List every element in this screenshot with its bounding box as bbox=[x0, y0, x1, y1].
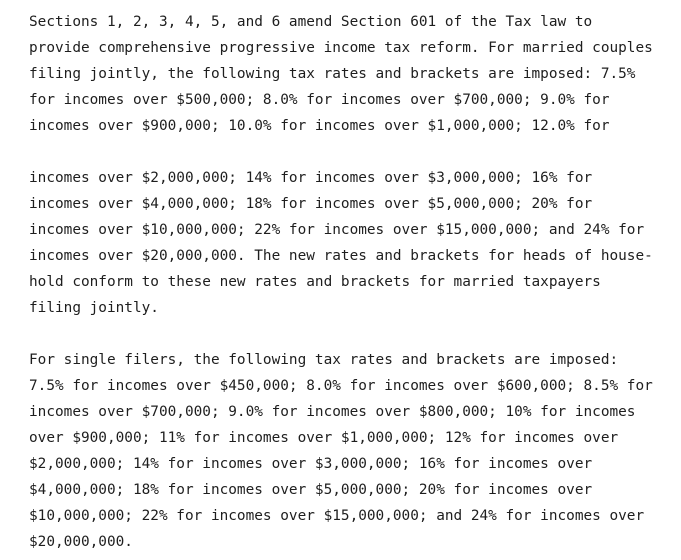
text-line: incomes over $4,000,000; 18% for incomes over $5,000,000; 20% for bbox=[29, 196, 593, 212]
text-line: Sections 1, 2, 3, 4, 5, and 6 amend Section 601 of the Tax law to bbox=[29, 14, 593, 30]
text-line: over $900,000; 11% for incomes over $1,000,000; 12% for incomes over bbox=[29, 430, 619, 446]
text-line: For single filers, the following tax rates and brackets are imposed: bbox=[29, 352, 619, 368]
document-body bbox=[29, 9, 674, 555]
text-line: incomes over $10,000,000; 22% for incomes over $15,000,000; and 24% for bbox=[29, 222, 645, 238]
text-line: incomes over $900,000; 10.0% for incomes over $1,000,000; 12.0% for bbox=[29, 118, 610, 134]
text-line: for incomes over $500,000; 8.0% for incomes over $700,000; 9.0% for bbox=[29, 92, 610, 108]
text-line: hold conform to these new rates and brackets for married taxpayers bbox=[29, 274, 601, 290]
blank-line bbox=[29, 139, 674, 165]
text-line: $20,000,000. bbox=[29, 534, 133, 550]
text-line: filing jointly. bbox=[29, 300, 159, 316]
text-line: provide comprehensive progressive income tax reform. For married couples bbox=[29, 40, 653, 56]
blank-line bbox=[29, 321, 674, 347]
text-line: incomes over $700,000; 9.0% for incomes over $800,000; 10% for incomes bbox=[29, 404, 636, 420]
text-line: incomes over $2,000,000; 14% for incomes over $3,000,000; 16% for bbox=[29, 170, 593, 186]
text-line: $4,000,000; 18% for incomes over $5,000,000; 20% for incomes over bbox=[29, 482, 593, 498]
text-line: filing jointly, the following tax rates and brackets are imposed: 7.5% bbox=[29, 66, 636, 82]
text-line: $2,000,000; 14% for incomes over $3,000,000; 16% for incomes over bbox=[29, 456, 593, 472]
text-line: incomes over $20,000,000. The new rates and brackets for heads of house- bbox=[29, 248, 653, 264]
text-line: $10,000,000; 22% for incomes over $15,000,000; and 24% for incomes over bbox=[29, 508, 645, 524]
text-line: 7.5% for incomes over $450,000; 8.0% for incomes over $600,000; 8.5% for bbox=[29, 378, 653, 394]
